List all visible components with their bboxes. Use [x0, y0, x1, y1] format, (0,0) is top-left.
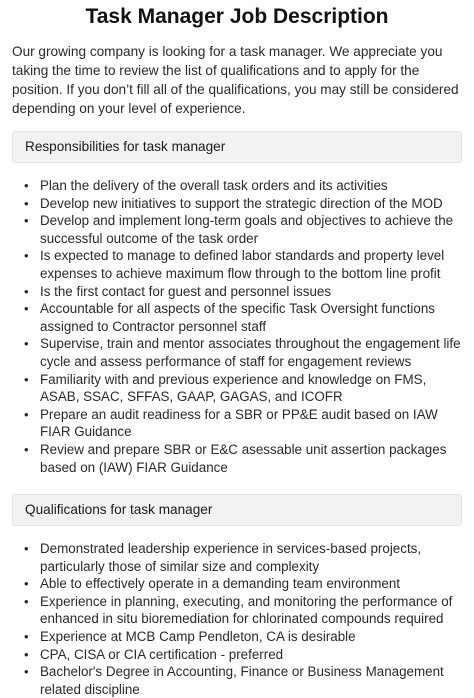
list-item: • Supervise, train and mentor associates throughout the engagement life cycle and assess performance of staff for engagement reviews	[24, 336, 461, 369]
list-item: • Develop new initiatives to support the strategic direction of the MOD	[24, 195, 443, 211]
intro-paragraph: Our growing company is looking for a task manager. We appreciate you taking the time to review the list of qualifications and to apply for the position. If you don’t fill all of the qualifications, you may still be considered depending on your level of experience.	[12, 44, 459, 116]
bullet-icon: •	[24, 593, 29, 609]
bullet-icon: •	[24, 283, 29, 299]
bullet-icon: •	[24, 178, 29, 193]
bullet-icon: •	[24, 301, 29, 317]
list-item: • Experience in planning, executing, and monitoring the performance of enhanced in situ bioremediation for chlorinated compounds required	[24, 593, 453, 627]
bullet-icon: •	[24, 646, 29, 662]
list-item: • Demonstrated leadership experience in services-based projects, particularly those of similar size and complexity	[24, 541, 422, 574]
page-title: Task Manager Job Description	[85, 5, 389, 28]
bullet-icon: •	[24, 248, 29, 264]
list-item: • Plan the delivery of the overall task orders and its activities	[24, 178, 388, 193]
bullet-icon: •	[24, 441, 29, 457]
list-item: • Is expected to manage to defined labor standards and property level expenses to achieve maximum flow through to the bottom line profit	[24, 248, 445, 281]
bullet-icon: •	[24, 371, 29, 387]
list-item: • Able to effectively operate in a demanding team environment	[24, 576, 401, 592]
responsibilities-list	[12, 177, 462, 476]
list-item: • Develop and implement long-term goals and objectives to achieve the successful outcome of the task order	[24, 213, 454, 246]
bullet-icon: •	[24, 406, 29, 422]
list-item: • Review and prepare SBR or E&C asessable unit assertion packages based on (IAW) FIAR Guidance	[24, 441, 447, 475]
bullet-icon: •	[24, 629, 29, 645]
list-item: • Accountable for all aspects of the specific Task Oversight functions assigned to Contractor personnel staff	[24, 301, 435, 334]
bullet-icon: •	[24, 195, 29, 211]
bullet-icon: •	[24, 664, 29, 680]
bullet-icon: •	[24, 541, 29, 557]
bullet-icon: •	[24, 213, 29, 229]
responsibilities-heading: Responsibilities for task manager	[12, 131, 462, 163]
list-item: • CPA, CISA or CIA certification - preferred	[24, 646, 284, 662]
qualifications-list	[12, 540, 462, 698]
list-item: • Bachelor's Degree in Accounting, Finance or Business Management related discipline	[24, 664, 444, 697]
list-item: • Experience at MCB Camp Pendleton, CA is desirable	[24, 629, 356, 645]
bullet-icon: •	[24, 576, 29, 592]
list-item: • Prepare an audit readiness for a SBR or PP&E audit based on IAW FIAR Guidance	[24, 406, 438, 440]
qualifications-heading: Qualifications for task manager	[12, 494, 462, 526]
bullet-icon: •	[24, 336, 29, 352]
list-item: • Is the first contact for guest and personnel issues	[24, 283, 332, 299]
list-item: • Familiarity with and previous experience and knowledge on FMS, ASAB, SSAC, SFFAS, GAAP, GAGAS, and ICOFR	[24, 371, 427, 405]
